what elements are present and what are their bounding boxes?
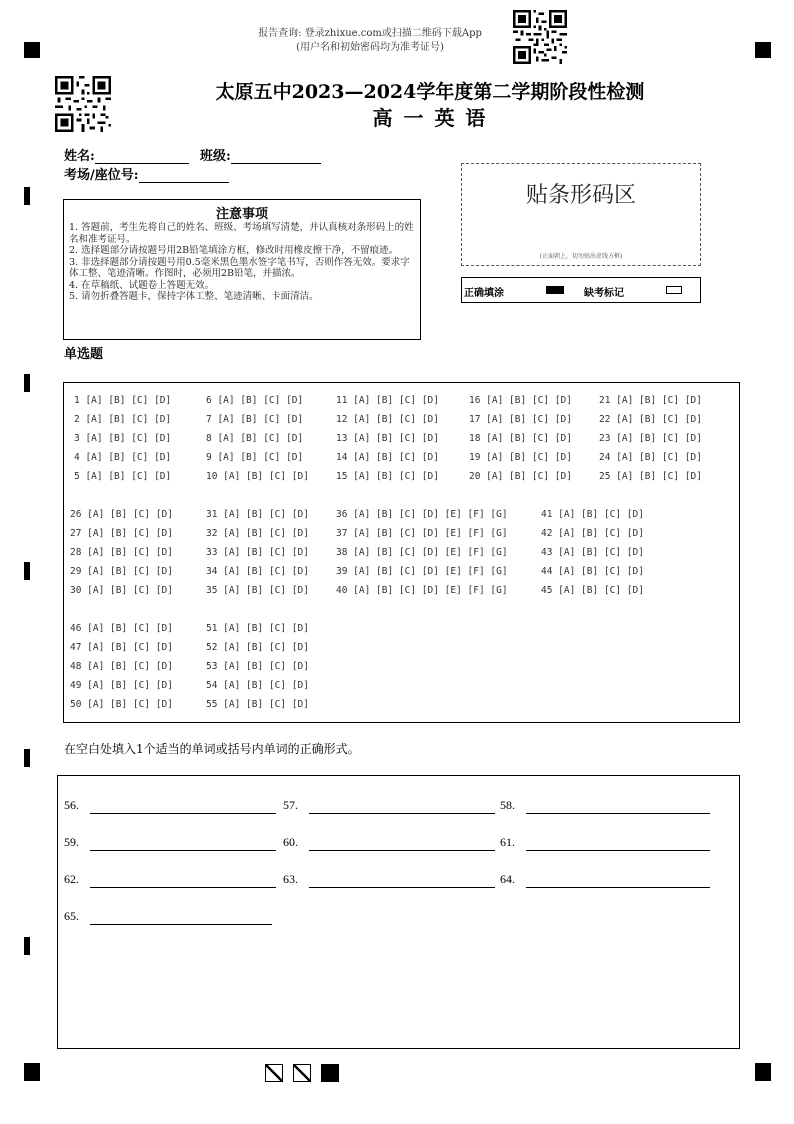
- fill-blank-number: 56.: [64, 798, 79, 812]
- absent-mark-label: 缺考标记: [584, 288, 624, 299]
- fill-blank-number: 59.: [64, 835, 79, 849]
- choice-question-row[interactable]: 28 [A] [B] [C] [D]: [70, 547, 173, 558]
- choice-question-row[interactable]: 26 [A] [B] [C] [D]: [70, 509, 173, 520]
- choice-question-row[interactable]: 10 [A] [B] [C] [D]: [206, 471, 309, 482]
- choice-question-row[interactable]: 9 [A] [B] [C] [D]: [206, 452, 304, 463]
- name-field[interactable]: [64, 145, 189, 164]
- fill-blank-item[interactable]: [64, 798, 284, 816]
- absent-mark-box[interactable]: [666, 286, 682, 294]
- choice-question-row[interactable]: 11 [A] [B] [C] [D]: [336, 395, 439, 406]
- fill-blank-item[interactable]: [283, 835, 503, 853]
- notice-item: 1. 答题前，考生先将自己的姓名、班级、考场填写清楚，并认真核对条形码上的姓名和准考证号。: [69, 222, 414, 245]
- correct-fill-label: 正确填涂: [464, 288, 504, 299]
- fill-blank-item[interactable]: [500, 872, 720, 890]
- choice-question-row[interactable]: 40 [A] [B] [C] [D] [E] [F] [G]: [336, 585, 508, 596]
- choice-question-row[interactable]: 35 [A] [B] [C] [D]: [206, 585, 309, 596]
- answer-line[interactable]: [526, 850, 710, 851]
- class-field[interactable]: [200, 145, 321, 164]
- answer-line[interactable]: [526, 813, 710, 814]
- answer-line[interactable]: [309, 813, 495, 814]
- choice-question-row[interactable]: 14 [A] [B] [C] [D]: [336, 452, 439, 463]
- choice-question-row[interactable]: 17 [A] [B] [C] [D]: [469, 414, 572, 425]
- registration-mark-top-left: [24, 42, 40, 58]
- choice-question-row[interactable]: 39 [A] [B] [C] [D] [E] [F] [G]: [336, 566, 508, 577]
- choice-question-row[interactable]: 16 [A] [B] [C] [D]: [469, 395, 572, 406]
- report-query-note: (用户名和初始密码均为准考证号): [296, 42, 444, 53]
- choice-question-row[interactable]: 30 [A] [B] [C] [D]: [70, 585, 173, 596]
- answer-line[interactable]: [526, 887, 710, 888]
- fill-blank-number: 57.: [283, 798, 298, 812]
- notice-box: [63, 199, 421, 340]
- choice-question-row[interactable]: 15 [A] [B] [C] [D]: [336, 471, 439, 482]
- page-type-mark-icon: [321, 1064, 339, 1082]
- choice-question-row[interactable]: 48 [A] [B] [C] [D]: [70, 661, 173, 672]
- exam-title: 太原五中2023—2024学年度第二学期阶段性检测: [215, 81, 645, 103]
- choice-question-row[interactable]: 46 [A] [B] [C] [D]: [70, 623, 173, 634]
- choice-question-row[interactable]: 20 [A] [B] [C] [D]: [469, 471, 572, 482]
- answer-line[interactable]: [309, 850, 495, 851]
- choice-question-row[interactable]: 38 [A] [B] [C] [D] [E] [F] [G]: [336, 547, 508, 558]
- notice-item: 4. 在草稿纸、试题卷上答题无效。: [69, 279, 215, 291]
- choice-question-row[interactable]: 5 [A] [B] [C] [D]: [74, 471, 172, 482]
- timing-mark: [24, 749, 30, 767]
- choice-question-row[interactable]: 45 [A] [B] [C] [D]: [541, 585, 644, 596]
- section-title-single-choice: 单选题: [64, 347, 104, 362]
- timing-mark: [24, 562, 30, 580]
- page-type-mark-icon: [265, 1064, 283, 1082]
- choice-question-row[interactable]: 12 [A] [B] [C] [D]: [336, 414, 439, 425]
- fill-blank-item[interactable]: [500, 798, 720, 816]
- name-label: 姓名:: [64, 149, 95, 164]
- answer-line[interactable]: [90, 887, 276, 888]
- answer-line[interactable]: [90, 850, 276, 851]
- notice-item: 2. 选择题部分请按题号用2B铅笔填涂方框，修改时用橡皮擦干净，不留痕迹。: [69, 245, 399, 256]
- answer-line[interactable]: [90, 924, 272, 925]
- choice-question-row[interactable]: 37 [A] [B] [C] [D] [E] [F] [G]: [336, 528, 508, 539]
- choice-question-row[interactable]: 47 [A] [B] [C] [D]: [70, 642, 173, 653]
- room-seat-label: 考场/座位号:: [64, 168, 139, 183]
- answer-line[interactable]: [90, 813, 276, 814]
- class-label: 班级:: [200, 149, 231, 164]
- filled-box-icon: [546, 286, 564, 294]
- choice-question-row[interactable]: 41 [A] [B] [C] [D]: [541, 509, 644, 520]
- page-type-mark-icon: [293, 1064, 311, 1082]
- choice-question-row[interactable]: 32 [A] [B] [C] [D]: [206, 528, 309, 539]
- choice-question-row[interactable]: 43 [A] [B] [C] [D]: [541, 547, 644, 558]
- choice-question-row[interactable]: 49 [A] [B] [C] [D]: [70, 680, 173, 691]
- fill-blank-item[interactable]: [64, 872, 284, 890]
- choice-question-row[interactable]: 42 [A] [B] [C] [D]: [541, 528, 644, 539]
- fill-blank-number: 60.: [283, 835, 298, 849]
- choice-question-row[interactable]: 24 [A] [B] [C] [D]: [599, 452, 702, 463]
- timing-mark: [24, 187, 30, 205]
- choice-question-row[interactable]: 2 [A] [B] [C] [D]: [74, 414, 172, 425]
- qr-code-icon: [55, 76, 111, 132]
- fill-blank-number: 62.: [64, 872, 79, 886]
- timing-mark: [24, 937, 30, 955]
- choice-question-row[interactable]: 18 [A] [B] [C] [D]: [469, 433, 572, 444]
- choice-question-row[interactable]: 50 [A] [B] [C] [D]: [70, 699, 173, 710]
- choice-question-row[interactable]: 3 [A] [B] [C] [D]: [74, 433, 172, 444]
- choice-question-row[interactable]: 7 [A] [B] [C] [D]: [206, 414, 304, 425]
- choice-question-row[interactable]: 25 [A] [B] [C] [D]: [599, 471, 702, 482]
- fill-blank-instruction: 在空白处填入1个适当的单词或括号内单词的正确形式。: [64, 742, 360, 756]
- registration-mark-bottom-left: [24, 1063, 40, 1081]
- answer-line[interactable]: [309, 887, 495, 888]
- choice-question-row[interactable]: 36 [A] [B] [C] [D] [E] [F] [G]: [336, 509, 508, 520]
- fill-blank-number: 65.: [64, 909, 79, 923]
- fill-blank-answer-area: [57, 775, 740, 1049]
- barcode-label: 贴条形码区: [525, 183, 636, 208]
- fill-blank-number: 64.: [500, 872, 515, 886]
- choice-question-row[interactable]: 8 [A] [B] [C] [D]: [206, 433, 304, 444]
- choice-question-row[interactable]: 44 [A] [B] [C] [D]: [541, 566, 644, 577]
- choice-question-row[interactable]: 31 [A] [B] [C] [D]: [206, 509, 309, 520]
- choice-answer-area: [63, 382, 740, 723]
- choice-question-row[interactable]: 19 [A] [B] [C] [D]: [469, 452, 572, 463]
- choice-question-row[interactable]: 21 [A] [B] [C] [D]: [599, 395, 702, 406]
- subject-title: 高 一 英 语: [372, 106, 488, 130]
- fill-blank-item[interactable]: [500, 835, 720, 853]
- choice-question-row[interactable]: 55 [A] [B] [C] [D]: [206, 699, 309, 710]
- timing-mark: [24, 374, 30, 392]
- registration-mark-bottom-right: [755, 1063, 771, 1081]
- fill-blank-number: 58.: [500, 798, 515, 812]
- report-query-line: 报告查询: 登录zhixue.com或扫描二维码下载App: [258, 28, 482, 39]
- fill-blank-number: 61.: [500, 835, 515, 849]
- notice-title: 注意事项: [215, 207, 268, 222]
- choice-question-row[interactable]: 1 [A] [B] [C] [D]: [74, 395, 172, 406]
- fill-blank-item[interactable]: [64, 835, 284, 853]
- fill-legend: [461, 277, 701, 303]
- fill-blank-number: 63.: [283, 872, 298, 886]
- choice-question-row[interactable]: 54 [A] [B] [C] [D]: [206, 680, 309, 691]
- choice-question-row[interactable]: 4 [A] [B] [C] [D]: [74, 452, 172, 463]
- choice-question-row[interactable]: 23 [A] [B] [C] [D]: [599, 433, 702, 444]
- choice-question-row[interactable]: 34 [A] [B] [C] [D]: [206, 566, 309, 577]
- choice-question-row[interactable]: 29 [A] [B] [C] [D]: [70, 566, 173, 577]
- notice-item: 3. 非选择题部分请按题号用0.5毫米黑色墨水签字笔书写，否则作答无效。要求字体工整、笔迹清晰。作图时，必须用2B铅笔，并描浓。: [69, 256, 410, 279]
- registration-mark-top-right: [755, 42, 771, 58]
- fill-blank-item[interactable]: [283, 798, 503, 816]
- barcode-hint: (正面朝上，切勿贴出虚线方框): [539, 253, 623, 260]
- choice-question-row[interactable]: 53 [A] [B] [C] [D]: [206, 661, 309, 672]
- choice-question-row[interactable]: 27 [A] [B] [C] [D]: [70, 528, 173, 539]
- notice-item: 5. 请勿折叠答题卡，保持字体工整、笔迹清晰、卡面清洁。: [69, 291, 319, 302]
- qr-code-icon: [513, 10, 567, 64]
- choice-question-row[interactable]: 33 [A] [B] [C] [D]: [206, 547, 309, 558]
- choice-question-row[interactable]: 6 [A] [B] [C] [D]: [206, 395, 304, 406]
- fill-blank-item[interactable]: [283, 872, 503, 890]
- choice-question-row[interactable]: 22 [A] [B] [C] [D]: [599, 414, 702, 425]
- choice-question-row[interactable]: 13 [A] [B] [C] [D]: [336, 433, 439, 444]
- room-seat-field[interactable]: [64, 164, 229, 183]
- barcode-area: [461, 163, 701, 266]
- fill-blank-item[interactable]: [64, 909, 284, 927]
- choice-question-row[interactable]: 51 [A] [B] [C] [D]: [206, 623, 309, 634]
- choice-question-row[interactable]: 52 [A] [B] [C] [D]: [206, 642, 309, 653]
